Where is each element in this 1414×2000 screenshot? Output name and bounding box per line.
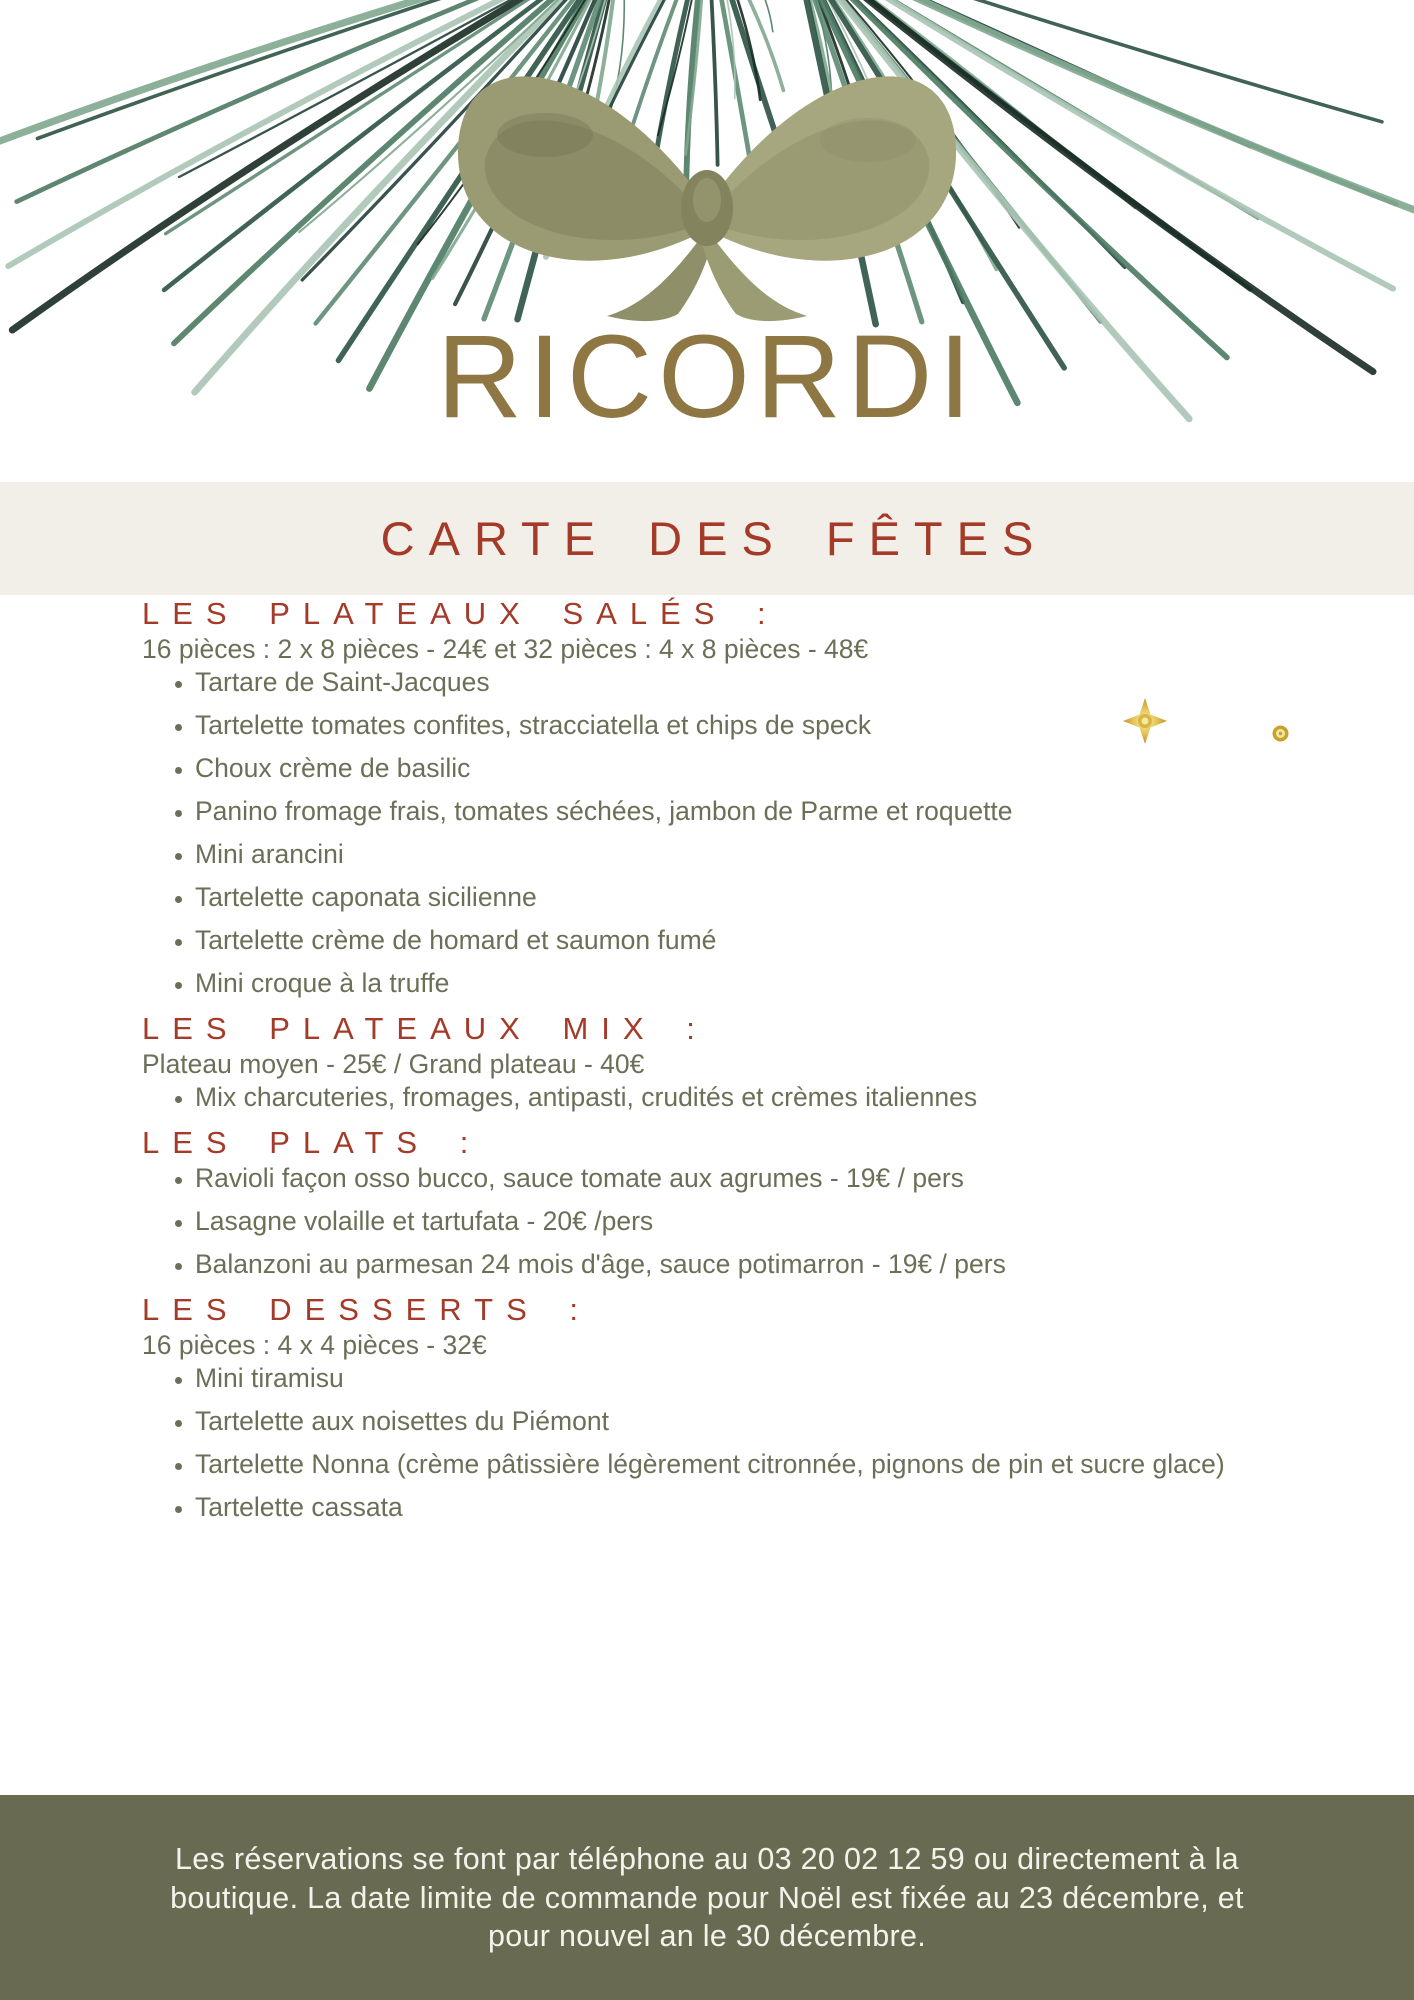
- menu-item: • Balanzoni au parmesan 24 mois d'âge, sauce potimarron - 19€ / pers: [195, 1248, 1372, 1281]
- footer-text-line: Les réservations se font par téléphone au 03 20 02 12 59 ou directement à la: [175, 1842, 1239, 1876]
- menu-item: • Tartelette aux noisettes du Piémont: [195, 1405, 1372, 1438]
- banner-title: CARTE DES FÊTES: [380, 512, 1048, 565]
- footer-text-line: pour nouvel an le 30 décembre.: [488, 1919, 926, 1953]
- menu-item-list: [142, 1362, 1372, 1524]
- hero-header: [0, 0, 1414, 482]
- menu-item: • Mini tiramisu: [195, 1362, 1372, 1395]
- section-heading: LES PLATEAUX MIX :: [142, 1011, 708, 1047]
- menu-item: • Tartelette crème de homard et saumon fumé: [195, 924, 1372, 957]
- menu-item: • Panino fromage frais, tomates séchées, jambon de Parme et roquette: [195, 795, 1372, 828]
- section-heading: LES PLATS :: [142, 1125, 482, 1161]
- brand-title: RICORDI: [436, 311, 978, 443]
- banner: [0, 482, 1414, 595]
- section-intro: Plateau moyen - 25€ / Grand plateau - 40€: [142, 1049, 645, 1080]
- menu-item: • Tartelette caponata sicilienne: [195, 881, 1372, 914]
- menu-item: • Tartelette tomates confites, stracciatella et chips de speck: [195, 709, 1372, 742]
- menu-item: • Tartare de Saint-Jacques: [195, 666, 1372, 699]
- menu-content: [142, 595, 1372, 1534]
- reservation-footer: [0, 1795, 1414, 2000]
- menu-item-list: [142, 1081, 1372, 1114]
- section-heading: LES DESSERTS :: [142, 1291, 591, 1327]
- menu-item: • Choux crème de basilic: [195, 752, 1372, 785]
- section-plats: [142, 1124, 1372, 1280]
- menu-item: • Ravioli façon osso bucco, sauce tomate aux agrumes - 19€ / pers: [195, 1162, 1372, 1195]
- section-intro: 16 pièces : 4 x 4 pièces - 32€: [142, 1329, 487, 1360]
- section-desserts: [142, 1291, 1372, 1524]
- menu-item: • Tartelette Nonna (crème pâtissière légèrement citronnée, pignons de pin et sucre glace): [195, 1448, 1372, 1481]
- menu-item: • Mix charcuteries, fromages, antipasti, crudités et crèmes italiennes: [195, 1081, 1372, 1114]
- section-heading: LES PLATEAUX SALÉS :: [142, 596, 779, 631]
- footer-text-line: boutique. La date limite de commande pour Noël est fixée au 23 décembre, et: [170, 1880, 1244, 1915]
- section-plateaux-mix: [142, 1010, 1372, 1114]
- menu-item: • Mini arancini: [195, 838, 1372, 871]
- menu-item-list: [142, 666, 1372, 1000]
- menu-item: • Mini croque à la truffe: [195, 967, 1372, 1000]
- menu-item-list: [142, 1162, 1372, 1281]
- section-intro: 16 pièces : 2 x 8 pièces - 24€ et 32 pièces : 4 x 8 pièces - 48€: [142, 634, 869, 665]
- menu-item: • Lasagne volaille et tartufata - 20€ /pers: [195, 1205, 1372, 1238]
- section-plateaux-sales: [142, 595, 1372, 1000]
- menu-item: • Tartelette cassata: [195, 1491, 1372, 1524]
